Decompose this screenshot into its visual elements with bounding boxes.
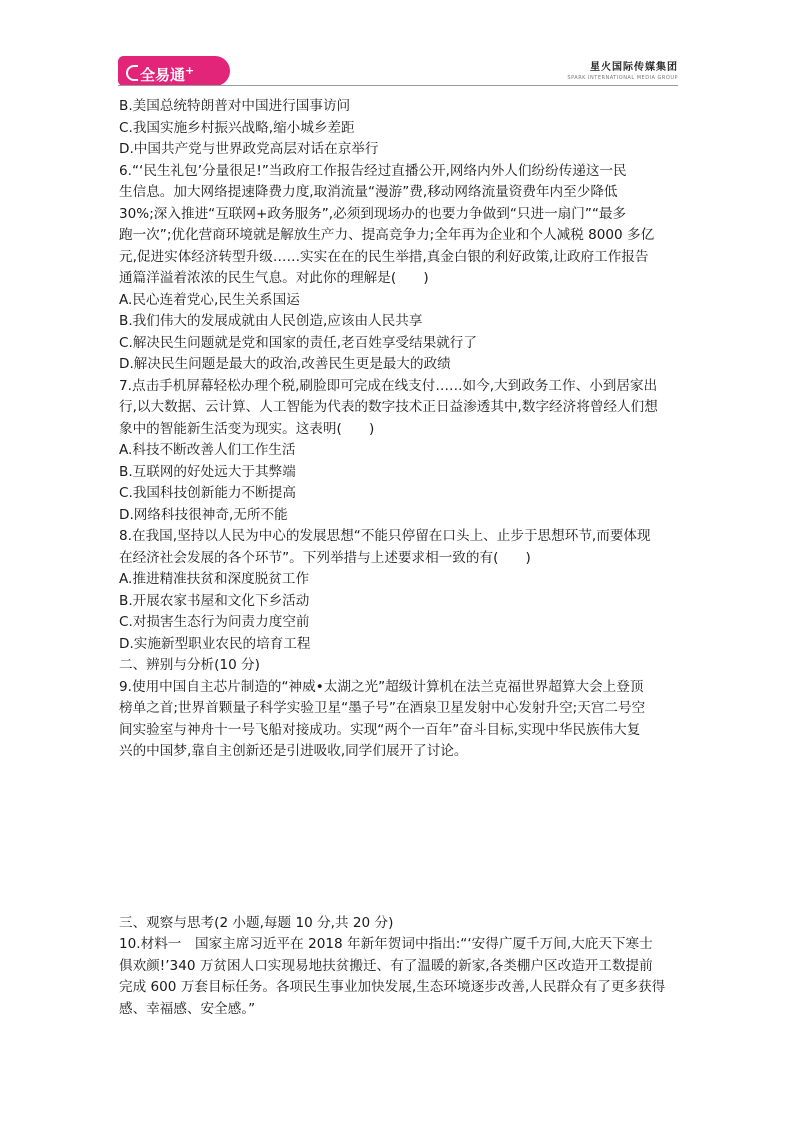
option-line: B.美国总统特朗普对中国进行国事访问 — [119, 98, 351, 114]
question-line: 间实验室与神舟十一号飞船对接成功。实现“两个一百年”奋斗目标,实现中华民族伟大复 — [119, 721, 641, 738]
question-line: 7.点击手机屏幕轻松办理个税,刷脸即可完成在线支付……如今,大到政务工作、小到居家出 — [119, 377, 658, 394]
question-line: 行,以大数据、云计算、人工智能为代表的数字技术正日益渗透其中,数字经济将曾经人们想 — [119, 399, 658, 415]
option-line: A.科技不断改善人们工作生活 — [119, 442, 296, 458]
option-line: D.实施新型职业农民的培育工程 — [119, 635, 311, 652]
option-line: B.我们伟大的发展成就由人民创造,应该由人民共享 — [119, 313, 423, 329]
option-line: C.我国科技创新能力不断提高 — [119, 485, 296, 501]
question-line: 完成 600 万套目标任务。各项民生事业加快发展,生态环境逐步改善,人民群众有了更多获得 — [119, 979, 666, 995]
question-line: 生信息。加大网络提速降费力度,取消流量“漫游”费,移动网络流量资费年内至少降低 — [119, 184, 618, 200]
question-line: 榜单之首;世界首颗量子科学实验卫星“墨子号”在酒泉卫星发射中心发射升空;天宫二号空 — [119, 700, 646, 716]
option-line: A.民心连着党心,民生关系国运 — [119, 291, 300, 308]
question-line: 30%;深入推进“互联网+政务服务”,必须到现场办的也要力争做到“只进一扇门”“最多 — [119, 205, 627, 222]
logo-text: 全易通 — [140, 66, 186, 84]
publisher-english: SPARK INTERNATIONAL MEDIA GROUP — [567, 75, 678, 81]
question-line: 6.“‘民生礼包’分量很足!”当政府工作报告经过直播公开,网络内外人们纷纷传递这一民 — [119, 162, 627, 179]
option-line: D.中国共产党与世界政党高层对话在京举行 — [119, 141, 379, 157]
question-line: 在经济社会发展的各个环节”。下列举措与上述要求相一致的有( ) — [119, 549, 531, 566]
option-line: C.对损害生态行为问责力度空前 — [119, 614, 310, 630]
page-header — [118, 56, 678, 86]
option-line: B.开展农家书屋和文化下乡活动 — [119, 592, 310, 609]
option-line: C.解决民生问题就是党和国家的责任,老百姓享受结果就行了 — [119, 334, 477, 351]
document-body — [119, 96, 681, 1020]
question-line: 象中的智能新生活变为现实。这表明( ) — [119, 420, 375, 437]
brand-logo — [118, 56, 230, 86]
question-line: 10.材料一 国家主席习近平在 2018 年新年贺词中指出:“‘安得广厦千万间,大庇天下寒士 — [119, 936, 653, 952]
question-line: 9.使用中国自主芯片制造的“神威•太湖之光”超级计算机在法兰克福世界超算大会上登顶 — [119, 678, 644, 695]
publisher-block — [567, 58, 678, 81]
question-line: 通篇洋溢着浓浓的民生气息。对此你的理解是( ) — [119, 270, 429, 286]
section-heading: 二、辨别与分析(10 分) — [119, 657, 260, 673]
answer-space — [119, 763, 681, 913]
option-line: D.网络科技很神奇,无所不能 — [119, 506, 288, 523]
question-line: 兴的中国梦,靠自主创新还是引进吸收,同学们展开了讨论。 — [119, 743, 468, 759]
question-line: 元,促进实体经济转型升级……实实在在的民生举措,真金白银的利好政策,让政府工作报告 — [119, 248, 649, 265]
question-line: 跑一次”;优化营商环境就是解放生产力、提高竞争力;全年再为企业和个人减税 8000 多亿 — [119, 227, 655, 243]
option-line: B.互联网的好处远大于其弊端 — [119, 463, 296, 480]
question-line: 8.在我国,坚持以人民为中心的发展思想“不能只停留在口头上、止步于思想环节,而要体现 — [119, 528, 651, 544]
question-line: 感、幸福感、安全感。” — [119, 1000, 256, 1017]
publisher-name: 星火国际传媒集团 — [590, 62, 678, 73]
option-line: C.我国实施乡村振兴战略,缩小城乡差距 — [119, 119, 355, 136]
header-divider — [118, 85, 678, 86]
logo-swoosh-icon — [126, 65, 138, 81]
option-line: A.推进精准扶贫和深度脱贫工作 — [119, 571, 310, 587]
section-heading: 三、观察与思考(2 小题,每题 10 分,共 20 分) — [119, 914, 394, 931]
question-line: 俱欢颜!’340 万贫困人口实现易地扶贫搬迁、有了温暖的新家,各类棚户区改造开工数提前 — [119, 957, 653, 974]
option-line: D.解决民生问题是最大的政治,改善民生更是最大的政绩 — [119, 356, 451, 372]
logo-plus: + — [185, 64, 195, 77]
